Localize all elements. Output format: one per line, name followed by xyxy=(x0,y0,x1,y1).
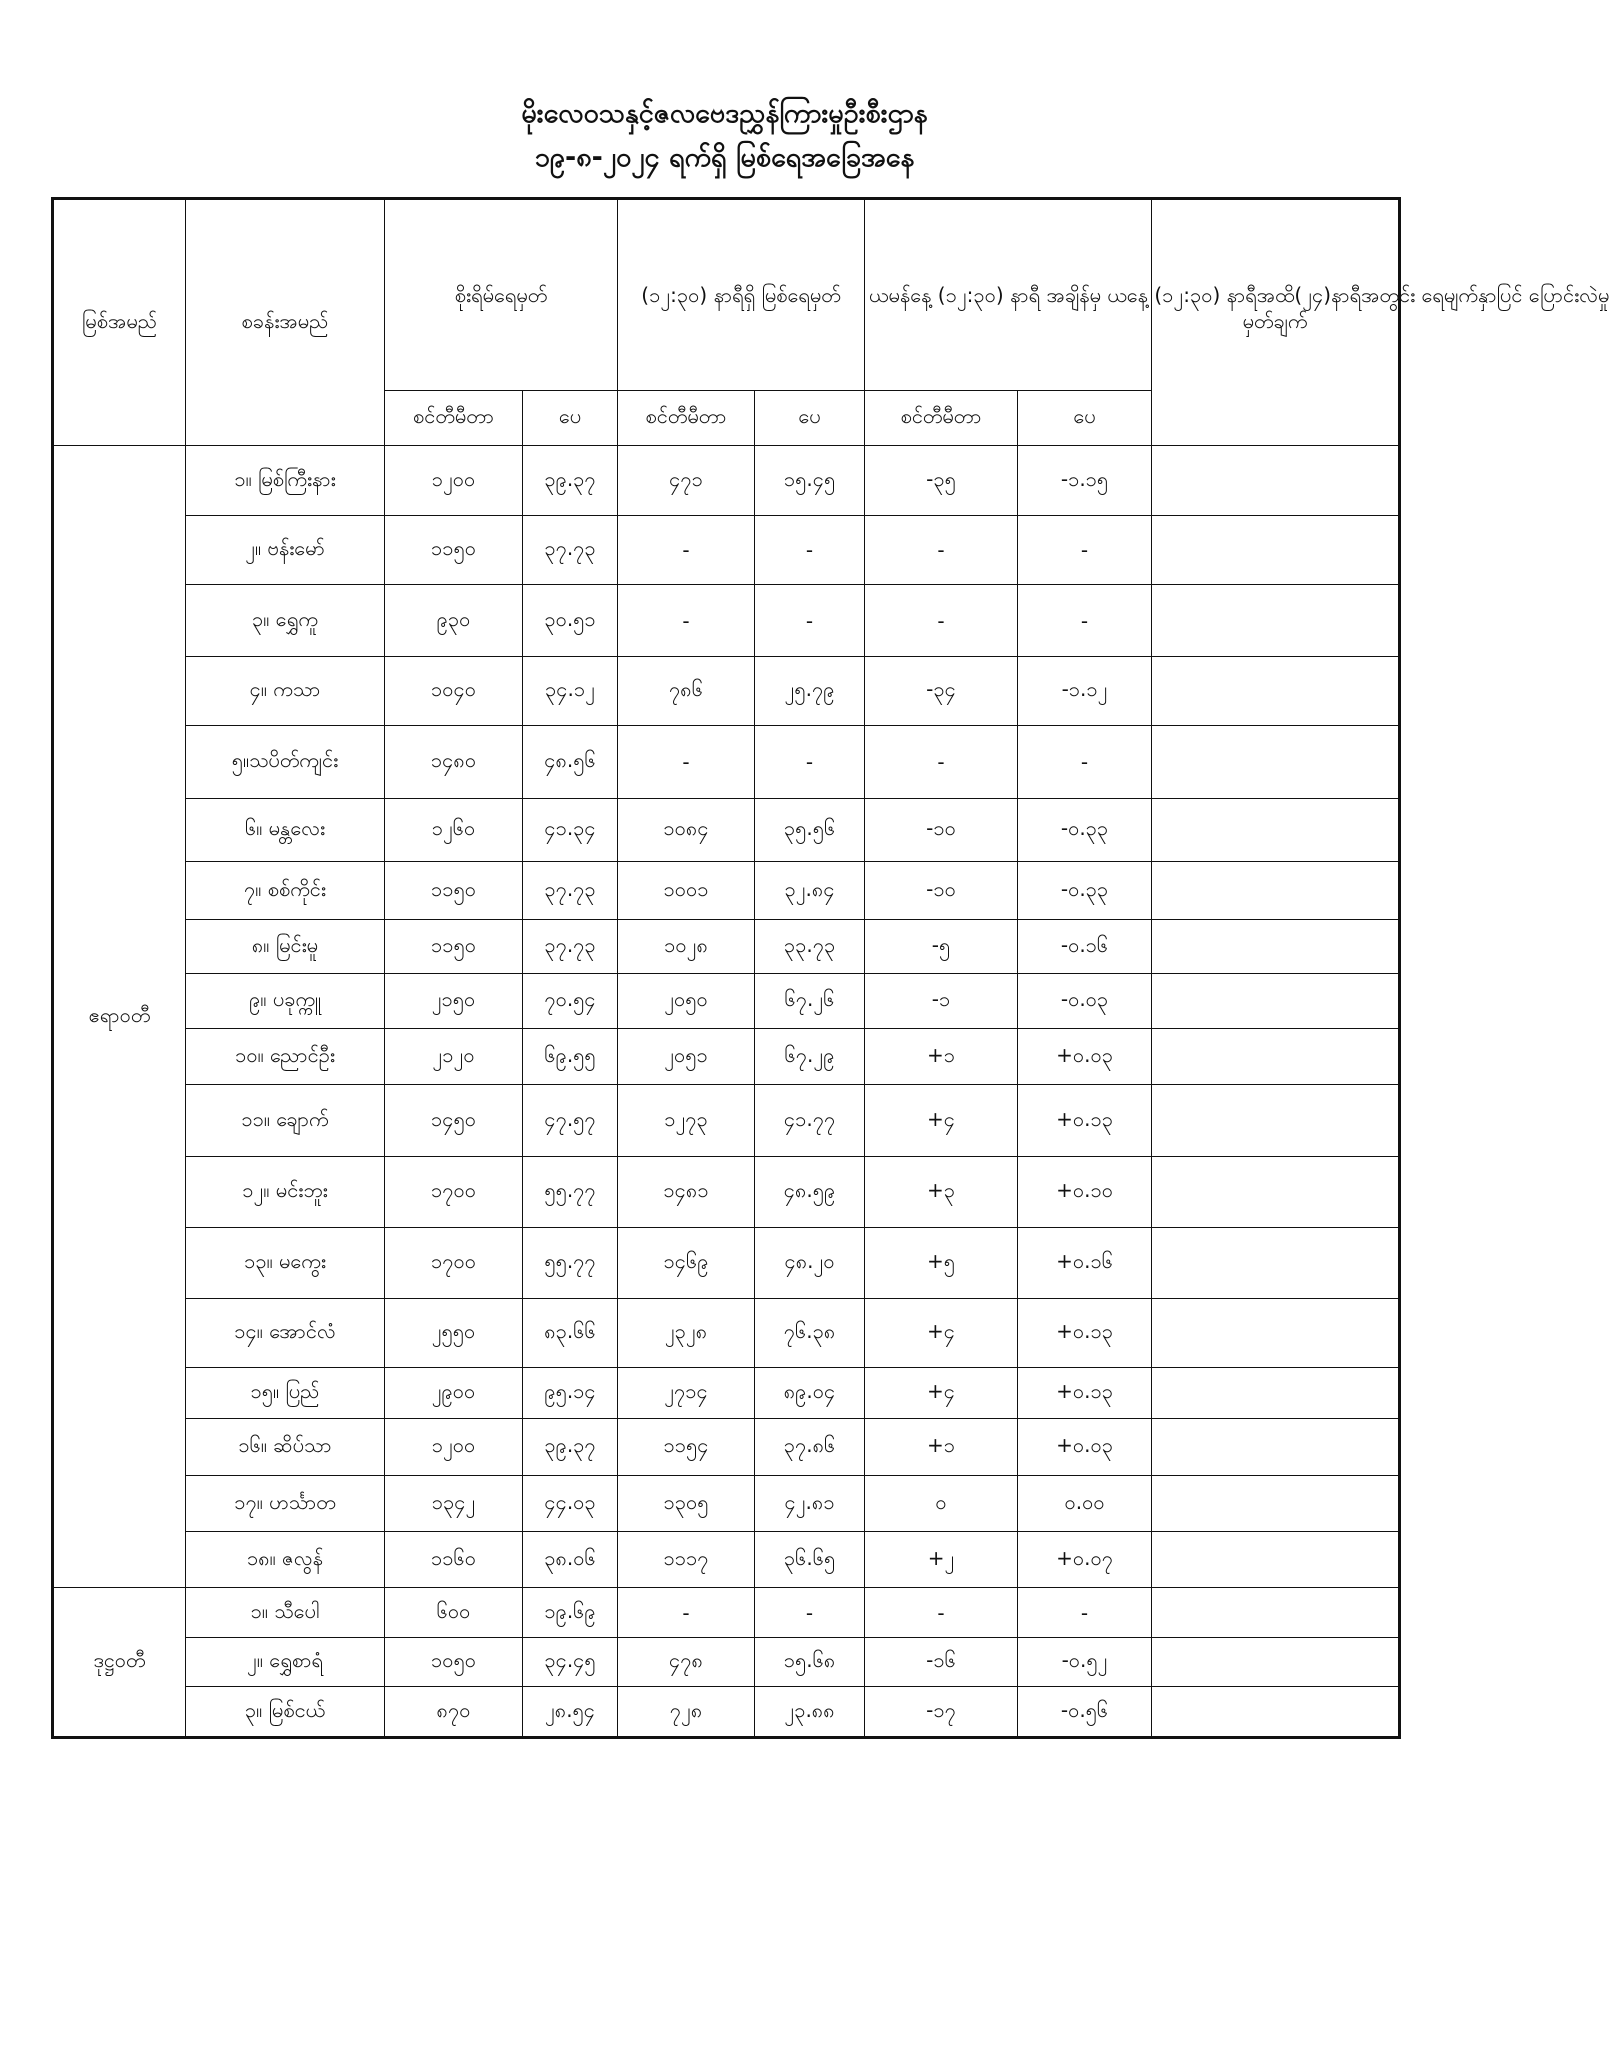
table-row xyxy=(53,1687,1400,1738)
header-24h-change: ယမန်နေ့ (၁၂:၃၀) နာရီ အချိန်မှ ယနေ့ (၁၂:၃၀) နာရီအထိ(၂၄)နာရီအတွင်း ရေမျက်နှာပြင် ပြောင်းလဲမှု xyxy=(865,199,1152,391)
change-ft: - xyxy=(1018,516,1152,585)
change-ft: -၁.၁၂ xyxy=(1018,657,1152,726)
danger-level-ft: ၈၃.၆၆ xyxy=(523,1299,618,1368)
table-row xyxy=(53,799,1400,862)
danger-level-ft: ၇၀.၅၄ xyxy=(523,974,618,1029)
change-cm: +၃ xyxy=(865,1157,1018,1228)
danger-level-cm: ၁၀၄၀ xyxy=(385,657,523,726)
change-ft: +၀.၀၇ xyxy=(1018,1532,1152,1588)
current-level-cm: ၂၀၅၁ xyxy=(618,1029,755,1085)
station-name: ၉။ ပခုက္ကူ xyxy=(186,974,385,1029)
danger-level-ft: ၄၈.၅၆ xyxy=(523,726,618,799)
change-ft: +၀.၁၆ xyxy=(1018,1228,1152,1299)
current-level-cm: ၁၁၅၄ xyxy=(618,1419,755,1476)
table-row xyxy=(53,1419,1400,1476)
danger-level-ft: ၃၇.၇၃ xyxy=(523,862,618,920)
station-name: ၃။ မြစ်ငယ် xyxy=(186,1687,385,1738)
subheader-level-ft: ပေ xyxy=(755,391,865,446)
change-ft: +၀.၀၃ xyxy=(1018,1419,1152,1476)
remarks-cell xyxy=(1152,1419,1400,1476)
change-cm: -၁၀ xyxy=(865,799,1018,862)
subheader-danger-cm: စင်တီမီတာ xyxy=(385,391,523,446)
remarks-cell xyxy=(1152,1687,1400,1738)
current-level-ft: - xyxy=(755,585,865,657)
current-level-cm: ၂၃၂၈ xyxy=(618,1299,755,1368)
danger-level-ft: ၃၀.၅၁ xyxy=(523,585,618,657)
danger-level-cm: ၁၂၆၀ xyxy=(385,799,523,862)
station-name: ၅။သပိတ်ကျင်း xyxy=(186,726,385,799)
station-name: ၁၀။ ညောင်ဦး xyxy=(186,1029,385,1085)
change-ft: - xyxy=(1018,1588,1152,1638)
remarks-cell xyxy=(1152,862,1400,920)
header-remarks: မှတ်ချက် xyxy=(1152,199,1400,446)
danger-level-ft: ၉၅.၁၄ xyxy=(523,1368,618,1419)
table-row xyxy=(53,862,1400,920)
danger-level-ft: ၃၄.၄၅ xyxy=(523,1638,618,1687)
river-name: ဧရာဝတီ xyxy=(53,446,186,1588)
table-row xyxy=(53,1228,1400,1299)
danger-level-cm: ၁၄၈၀ xyxy=(385,726,523,799)
change-ft: -၀.၅၆ xyxy=(1018,1687,1152,1738)
change-cm: +၅ xyxy=(865,1228,1018,1299)
department-title: မိုးလေဝသနှင့်ဇလဗေဒညွှန်ကြားမှုဦးစီးဌာန xyxy=(521,98,928,129)
current-level-cm: - xyxy=(618,1588,755,1638)
danger-level-cm: ၁၇၀၀ xyxy=(385,1228,523,1299)
danger-level-cm: ၂၁၂၀ xyxy=(385,1029,523,1085)
document-title xyxy=(0,92,1449,180)
change-cm: ၀ xyxy=(865,1476,1018,1532)
current-level-ft: ၂၃.၈၈ xyxy=(755,1687,865,1738)
current-level-ft: ၆၇.၂၆ xyxy=(755,974,865,1029)
remarks-cell xyxy=(1152,446,1400,516)
danger-level-cm: ၁၃၄၂ xyxy=(385,1476,523,1532)
current-level-cm: ၁၀၈၄ xyxy=(618,799,755,862)
change-cm: +၄ xyxy=(865,1368,1018,1419)
danger-level-ft: ၂၈.၅၄ xyxy=(523,1687,618,1738)
table-body xyxy=(53,446,1400,1738)
station-name: ၆။ မန္တလေး xyxy=(186,799,385,862)
remarks-cell xyxy=(1152,1638,1400,1687)
change-cm: - xyxy=(865,585,1018,657)
change-ft: ၀.၀၀ xyxy=(1018,1476,1152,1532)
station-name: ၁၁။ ချောက် xyxy=(186,1085,385,1157)
current-level-ft: ၁၅.၄၅ xyxy=(755,446,865,516)
current-level-ft: ၄၈.၂၀ xyxy=(755,1228,865,1299)
remarks-cell xyxy=(1152,974,1400,1029)
station-name: ၁၈။ ဇလွန် xyxy=(186,1532,385,1588)
current-level-cm: ၁၀၀၁ xyxy=(618,862,755,920)
station-name: ၄။ ကသာ xyxy=(186,657,385,726)
remarks-cell xyxy=(1152,657,1400,726)
current-level-cm: ၄၇၁ xyxy=(618,446,755,516)
remarks-cell xyxy=(1152,1588,1400,1638)
table-row xyxy=(53,1157,1400,1228)
change-cm: -၃၅ xyxy=(865,446,1018,516)
header-river: မြစ်အမည် xyxy=(53,199,186,446)
danger-level-ft: ၃၇.၇၃ xyxy=(523,920,618,974)
remarks-cell xyxy=(1152,1368,1400,1419)
danger-level-ft: ၄၄.၀၃ xyxy=(523,1476,618,1532)
change-cm: -၁၀ xyxy=(865,862,1018,920)
table-row xyxy=(53,585,1400,657)
table-row xyxy=(53,1029,1400,1085)
remarks-cell xyxy=(1152,1157,1400,1228)
danger-level-cm: ၁၂၀၀ xyxy=(385,446,523,516)
table-row xyxy=(53,1588,1400,1638)
table-row xyxy=(53,657,1400,726)
station-name: ၇။ စစ်ကိုင်း xyxy=(186,862,385,920)
current-level-cm: ၇၂၈ xyxy=(618,1687,755,1738)
current-level-cm: ၄၇၈ xyxy=(618,1638,755,1687)
danger-level-ft: ၃၄.၁၂ xyxy=(523,657,618,726)
table-row xyxy=(53,1368,1400,1419)
danger-level-ft: ၃၉.၃၇ xyxy=(523,1419,618,1476)
danger-level-ft: ၄၁.၃၄ xyxy=(523,799,618,862)
current-level-ft: - xyxy=(755,1588,865,1638)
danger-level-ft: ၅၅.၇၇ xyxy=(523,1157,618,1228)
current-level-ft: ၃၆.၆၅ xyxy=(755,1532,865,1588)
station-name: ၁။ သီပေါ xyxy=(186,1588,385,1638)
danger-level-ft: ၅၅.၇၇ xyxy=(523,1228,618,1299)
danger-level-cm: ၂၉၀၀ xyxy=(385,1368,523,1419)
current-level-ft: ၇၆.၃၈ xyxy=(755,1299,865,1368)
danger-level-cm: ၁၁၆၀ xyxy=(385,1532,523,1588)
current-level-ft: ၆၇.၂၉ xyxy=(755,1029,865,1085)
table-row xyxy=(53,1085,1400,1157)
danger-level-ft: ၁၉.၆၉ xyxy=(523,1588,618,1638)
change-cm: - xyxy=(865,726,1018,799)
current-level-cm: ၂၀၅၀ xyxy=(618,974,755,1029)
current-level-ft: ၁၅.၆၈ xyxy=(755,1638,865,1687)
danger-level-ft: ၆၉.၅၅ xyxy=(523,1029,618,1085)
table-row xyxy=(53,446,1400,516)
station-name: ၁၄။ အောင်လံ xyxy=(186,1299,385,1368)
current-level-cm: ၇၈၆ xyxy=(618,657,755,726)
current-level-ft: ၈၉.၀၄ xyxy=(755,1368,865,1419)
station-name: ၁။ မြစ်ကြီးနား xyxy=(186,446,385,516)
river-level-table xyxy=(51,197,1609,1739)
danger-level-ft: ၃၉.၃၇ xyxy=(523,446,618,516)
current-level-ft: - xyxy=(755,516,865,585)
danger-level-cm: ၁၂၀၀ xyxy=(385,1419,523,1476)
danger-level-ft: ၄၇.၅၇ xyxy=(523,1085,618,1157)
remarks-cell xyxy=(1152,516,1400,585)
current-level-cm: ၁၀၂၈ xyxy=(618,920,755,974)
change-cm: -၁၇ xyxy=(865,1687,1018,1738)
change-ft: -၀.၃၃ xyxy=(1018,799,1152,862)
change-cm: +၂ xyxy=(865,1532,1018,1588)
table-row xyxy=(53,1638,1400,1687)
danger-level-ft: ၃၈.၀၆ xyxy=(523,1532,618,1588)
change-ft: +၀.၁၃ xyxy=(1018,1368,1152,1419)
change-cm: +၁ xyxy=(865,1419,1018,1476)
station-name: ၂။ ဗန်းမော် xyxy=(186,516,385,585)
current-level-ft: ၃၅.၅၆ xyxy=(755,799,865,862)
current-level-ft: ၄၂.၈၁ xyxy=(755,1476,865,1532)
current-level-ft: ၄၁.၇၇ xyxy=(755,1085,865,1157)
station-name: ၂။ ရွှေစာရံ xyxy=(186,1638,385,1687)
remarks-cell xyxy=(1152,585,1400,657)
change-ft: -၀.၃၃ xyxy=(1018,862,1152,920)
remarks-cell xyxy=(1152,1029,1400,1085)
station-name: ၁၇။ ဟင်္သာတ xyxy=(186,1476,385,1532)
current-level-cm: ၁၃၀၅ xyxy=(618,1476,755,1532)
danger-level-cm: ၈၇၀ xyxy=(385,1687,523,1738)
table-row xyxy=(53,1299,1400,1368)
remarks-cell xyxy=(1152,1299,1400,1368)
danger-level-cm: ၂၁၅၀ xyxy=(385,974,523,1029)
danger-level-cm: ၁၀၅၀ xyxy=(385,1638,523,1687)
change-cm: -၅ xyxy=(865,920,1018,974)
change-cm: - xyxy=(865,516,1018,585)
change-cm: - xyxy=(865,1588,1018,1638)
station-name: ၁၃။ မကွေး xyxy=(186,1228,385,1299)
change-ft: - xyxy=(1018,585,1152,657)
current-level-ft: ၃၃.၇၃ xyxy=(755,920,865,974)
change-cm: +၄ xyxy=(865,1085,1018,1157)
current-level-ft: - xyxy=(755,726,865,799)
remarks-cell xyxy=(1152,1532,1400,1588)
remarks-cell xyxy=(1152,1228,1400,1299)
current-level-cm: - xyxy=(618,585,755,657)
table-row xyxy=(53,516,1400,585)
danger-level-cm: ၁၁၅၀ xyxy=(385,862,523,920)
danger-level-cm: ၉၃၀ xyxy=(385,585,523,657)
change-cm: -၃၄ xyxy=(865,657,1018,726)
change-ft: +၀.၁၃ xyxy=(1018,1085,1152,1157)
current-level-ft: ၃၂.၈၄ xyxy=(755,862,865,920)
change-ft: +၀.၀၃ xyxy=(1018,1029,1152,1085)
change-ft: -၀.၀၃ xyxy=(1018,974,1152,1029)
danger-level-cm: ၂၅၅၀ xyxy=(385,1299,523,1368)
current-level-cm: ၁၁၁၇ xyxy=(618,1532,755,1588)
danger-level-cm: ၁၇၀၀ xyxy=(385,1157,523,1228)
table-row xyxy=(53,726,1400,799)
change-ft: -၀.၁၆ xyxy=(1018,920,1152,974)
header-danger-level: စိုးရိမ်ရေမှတ် xyxy=(385,199,618,391)
change-cm: -၁၆ xyxy=(865,1638,1018,1687)
remarks-cell xyxy=(1152,1476,1400,1532)
table-row xyxy=(53,920,1400,974)
station-name: ၈။ မြင်းမူ xyxy=(186,920,385,974)
change-ft: -၁.၁၅ xyxy=(1018,446,1152,516)
table-row xyxy=(53,1476,1400,1532)
change-ft: +၀.၁၀ xyxy=(1018,1157,1152,1228)
current-level-cm: - xyxy=(618,726,755,799)
report-date-title: ၁၉-၈-၂၀၂၄ ရက်ရှိ မြစ်ရေအခြေအနေ xyxy=(534,142,915,173)
remarks-cell xyxy=(1152,920,1400,974)
remarks-cell xyxy=(1152,1085,1400,1157)
danger-level-cm: ၁၄၅၀ xyxy=(385,1085,523,1157)
current-level-ft: ၂၅.၇၉ xyxy=(755,657,865,726)
river-name: ဒုဋ္ဌဝတီ xyxy=(53,1588,186,1738)
current-level-cm: ၁၄၆၉ xyxy=(618,1228,755,1299)
change-cm: +၁ xyxy=(865,1029,1018,1085)
change-ft: +၀.၁၃ xyxy=(1018,1299,1152,1368)
station-name: ၁၅။ ပြည် xyxy=(186,1368,385,1419)
table-row xyxy=(53,974,1400,1029)
current-level-cm: - xyxy=(618,516,755,585)
subheader-change-ft: ပေ xyxy=(1018,391,1152,446)
subheader-change-cm: စင်တီမီတာ xyxy=(865,391,1018,446)
change-ft: -၀.၅၂ xyxy=(1018,1638,1152,1687)
station-name: ၁၆။ ဆိပ်သာ xyxy=(186,1419,385,1476)
danger-level-ft: ၃၇.၇၃ xyxy=(523,516,618,585)
change-cm: -၁ xyxy=(865,974,1018,1029)
station-name: ၁၂။ မင်းဘူး xyxy=(186,1157,385,1228)
current-level-cm: ၁၄၈၁ xyxy=(618,1157,755,1228)
header-current-level: (၁၂:၃၀) နာရီရှိ မြစ်ရေမှတ် xyxy=(618,199,865,391)
danger-level-cm: ၁၁၅၀ xyxy=(385,516,523,585)
subheader-level-cm: စင်တီမီတာ xyxy=(618,391,755,446)
header-station: စခန်းအမည် xyxy=(186,199,385,446)
remarks-cell xyxy=(1152,799,1400,862)
danger-level-cm: ၁၁၅၀ xyxy=(385,920,523,974)
remarks-cell xyxy=(1152,726,1400,799)
current-level-cm: ၁၂၇၃ xyxy=(618,1085,755,1157)
change-cm: +၄ xyxy=(865,1299,1018,1368)
change-ft: - xyxy=(1018,726,1152,799)
table-row xyxy=(53,1532,1400,1588)
current-level-cm: ၂၇၁၄ xyxy=(618,1368,755,1419)
current-level-ft: ၄၈.၅၉ xyxy=(755,1157,865,1228)
subheader-danger-ft: ပေ xyxy=(523,391,618,446)
station-name: ၃။ ရွှေကူ xyxy=(186,585,385,657)
current-level-ft: ၃၇.၈၆ xyxy=(755,1419,865,1476)
danger-level-cm: ၆၀၀ xyxy=(385,1588,523,1638)
